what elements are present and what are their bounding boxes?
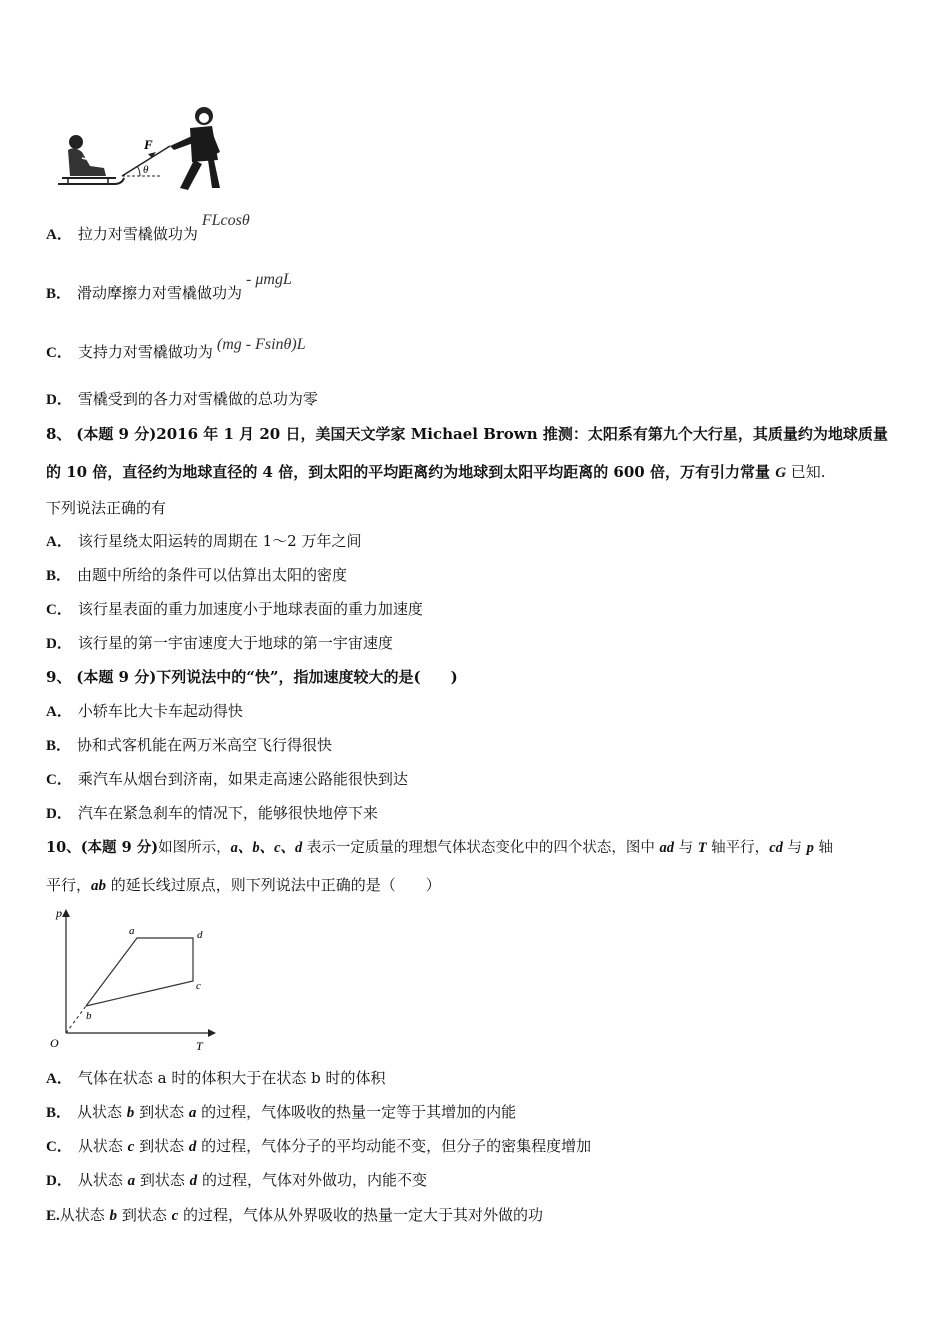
q8-option-c: C． 该行星表面的重力加速度小于地球表面的重力加速度: [46, 600, 423, 618]
q10-option-d: D． 从状态 a 到状态 d 的过程，气体对外做功，内能不变: [46, 1171, 427, 1189]
force-label: F: [144, 137, 153, 152]
formula-friction-work: - μmgL: [246, 271, 292, 288]
graph-point-b: b: [86, 1010, 92, 1022]
q7-option-c: C． 支持力对雪橇做功为 (mg - Fsinθ)L: [46, 336, 306, 361]
q8-stem-line-3: 下列说法正确的有: [46, 499, 167, 517]
q10-stem-line-2: 平行，ab 的延长线过原点，则下列说法中正确的是（ ）: [46, 876, 441, 894]
pt-graph: [44, 905, 224, 1051]
q9-option-b: B． 协和式客机能在两万米高空飞行得很快: [46, 736, 333, 754]
q7-option-b: B． 滑动摩擦力对雪橇做功为- μmgL: [46, 271, 292, 302]
q10-stem-line-1: 10、(本题 9 分)如图所示，a、b、c、d 表示一定质量的理想气体状态变化中的四个状态，图中 ad 与 T 轴平行，cd 与 p 轴: [46, 839, 833, 856]
q8-option-b: B． 由题中所给的条件可以估算出太阳的密度: [46, 566, 348, 584]
formula-normal-force: (mg - Fsinθ)L: [216, 336, 306, 353]
graph-origin-label: O: [50, 1036, 59, 1050]
q9-option-c: C． 乘汽车从烟台到济南，如果走高速公路能很快到达: [46, 770, 408, 788]
sled-figure: [52, 102, 222, 194]
q10-option-b: B． 从状态 b 到状态 a 的过程，气体吸收的热量一定等于其增加的内能: [46, 1103, 517, 1121]
q9-stem: 9、 (本题 9 分)下列说法中的“快”，指加速度较大的是( ): [46, 668, 458, 686]
q8-option-a: A． 该行星绕太阳运转的周期在 1～2 万年之间: [46, 532, 362, 550]
q9-option-d: D． 汽车在紧急刹车的情况下，能够很快地停下来: [46, 804, 378, 822]
graph-x-label: T: [196, 1039, 203, 1051]
q7-option-d: D． 雪橇受到的各力对雪橇做的总功为零: [46, 390, 318, 408]
graph-point-d: d: [197, 929, 203, 941]
q8-stem-line-1: 8、 (本题 9 分)2016 年 1 月 20 日，美国天文学家 Michael Brown 推测：太阳系有第九个大行星，其质量约为地球质量: [46, 425, 888, 443]
q9-option-a: A． 小轿车比大卡车起动得快: [46, 702, 243, 720]
graph-state-path: [86, 938, 193, 1006]
graph-point-a: a: [129, 925, 135, 937]
q8-option-d: D． 该行星的第一宇宙速度大于地球的第一宇宙速度: [46, 634, 393, 652]
q7-option-a: A． 拉力对雪橇做功为FLcosθ: [46, 212, 250, 243]
formula-flcos: FLcosθ: [201, 212, 250, 229]
angle-label: θ: [143, 164, 149, 176]
q10-option-a: A． 气体在状态 a 时的体积大于在状态 b 时的体积: [46, 1069, 386, 1087]
graph-y-label: p: [56, 906, 62, 920]
q10-option-e: E.从状态 b 到状态 c 的过程，气体从外界吸收的热量一定大于其对外做的功: [46, 1206, 544, 1224]
q8-stem-line-2: 的 10 倍，直径约为地球直径的 4 倍，到太阳的平均距离约为地球到太阳平均距离的 600 倍，万有引力常量 G 已知.: [46, 463, 826, 481]
graph-point-c: c: [196, 980, 201, 992]
q10-option-c: C． 从状态 c 到状态 d 的过程，气体分子的平均动能不变，但分子的密集程度增加: [46, 1137, 592, 1155]
